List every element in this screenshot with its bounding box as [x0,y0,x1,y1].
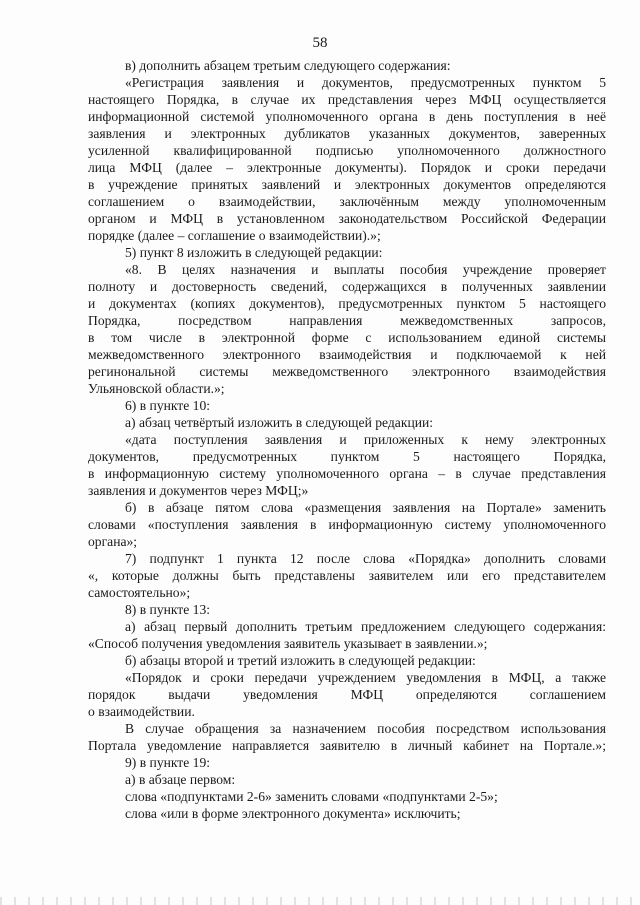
text-line: Ульяновской области.»; [88,381,225,396]
text-line: б) абзацы второй и третий изложить в следующей редакции: [125,653,476,668]
text-line: а) в абзаце первом: [125,772,236,787]
text-line: межведомственного электронного взаимодействия и подключаемой к ней [88,347,606,362]
text-line: словами «поступления заявления в информационную систему уполномоченного [88,517,606,532]
text-line: В случае обращения за назначением пособия посредством использования [125,721,606,736]
page-number: 58 [312,35,328,51]
text-line: регинональной системы межведомственного электронного взаимодействия [88,364,606,379]
text-line: Портала уведомление направляется заявителю в личный кабинет на Портале.»; [88,738,606,753]
text-line: слова «подпунктами 2-6» заменить словами «подпунктами 2-5»; [125,789,498,804]
text-line: настоящего Порядка, в случае их представления через МФЦ осуществляется [88,92,606,107]
text-line: в) дополнить абзацем третьим следующего содержания: [125,58,451,73]
text-line: соглашением о взаимодействии, заключённым между уполномоченным [88,194,606,209]
text-line: «8. В целях назначения и выплаты пособия учреждение проверяет [125,262,606,277]
text-line: и документах (копиях документов), предусмотренных пунктом 5 настоящего [88,296,606,311]
text-line: о взаимодействии. [88,704,195,719]
text-line: усиленной квалифицированной подписью уполномоченного должностного [88,143,606,158]
text-line: заявления и документов через МФЦ;» [88,483,309,498]
text-line: Порядка, посредством направления межведомственных запросов, [88,313,606,328]
text-line: «Регистрация заявления и документов, предусмотренных пунктом 5 [125,75,606,90]
text-line: документов, предусмотренных пунктом 5 настоящего Порядка, [88,449,606,464]
document-body [88,57,606,822]
text-line: 7) подпункт 1 пункта 12 после слова «Порядка» дополнить словами [125,551,606,566]
text-line: 5) пункт 8 изложить в следующей редакции: [125,245,383,260]
text-line: 8) в пункте 13: [125,602,211,617]
text-line: а) абзац первый дополнить третьим предложением следующего содержания: [125,619,606,634]
text-line: в учреждение принятых заявлений и электронных документов определяются [88,177,606,192]
text-line: «дата поступления заявления и приложенных к нему электронных [125,432,606,447]
text-line: самостоятельно»; [88,585,191,600]
text-line: «Порядок и сроки передачи учреждением уведомления в МФЦ, а также [125,670,606,685]
text-line: порядок выдачи уведомления МФЦ определяются соглашением [88,687,606,702]
text-line: порядке (далее – соглашение о взаимодействии).»; [88,228,381,243]
text-line: «Способ получения уведомления заявитель указывает в заявлении.»; [88,636,488,651]
text-line: в информационную систему уполномоченного органа – в случае представления [88,466,606,481]
text-line: 9) в пункте 19: [125,755,211,770]
text-line: в том числе в электронной форме с использованием единой системы [88,330,606,345]
text-line: информационной системой уполномоченного органа в день поступления в неё [88,109,606,124]
text-line: б) в абзаце пятом слова «размещения заявления на Портале» заменить [125,500,606,515]
text-line: слова «или в форме электронного документа» исключить; [125,806,461,821]
text-line: лица МФЦ (далее – электронные документы). Порядок и сроки передачи [88,160,606,175]
scan-edge-artifact [0,897,640,905]
text-line: органа»; [88,534,138,549]
text-line: 6) в пункте 10: [125,398,211,413]
text-line: органом и МФЦ в установленном законодательством Российской Федерации [88,211,606,226]
text-line: «, которые должны быть представлены заявителем или его представителем [88,568,606,583]
text-line: полноту и достоверность сведений, содержащихся в полученных заявлении [88,279,606,294]
text-line: а) абзац четвёртый изложить в следующей редакции: [125,415,434,430]
text-line: заявления и электронных дубликатов указанных документов, заверенных [88,126,606,141]
